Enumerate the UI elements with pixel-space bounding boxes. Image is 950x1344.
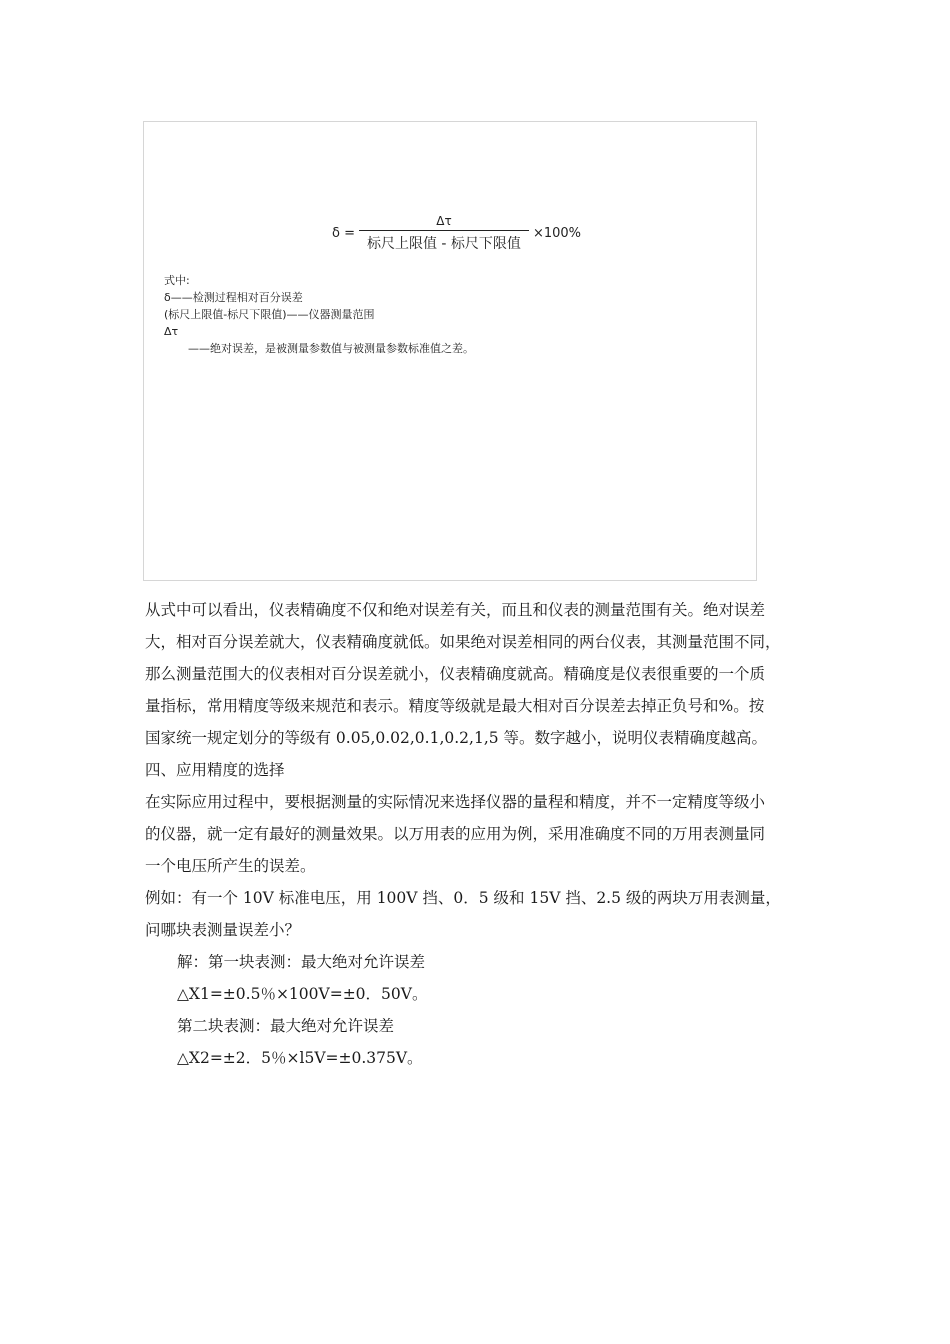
paragraph-line: 例如：有一个 10V 标准电压，用 100V 挡、0．5 级和 15V 挡、2.5 级的两块万用表测量，	[145, 889, 781, 907]
formula-denominator: 标尺上限值 - 标尺下限值	[359, 230, 529, 253]
paragraph-line: 从式中可以看出，仪表精确度不仅和绝对误差有关，而且和仪表的测量范围有关。绝对误差	[145, 601, 766, 619]
formula-numerator: Δτ	[436, 214, 452, 228]
formula-lhs: δ =	[332, 226, 355, 241]
paragraph-line: 量指标，常用精度等级来规范和表示。精度等级就是最大相对百分误差去掉正负号和%。按	[145, 697, 765, 715]
solution-line: △X2=±2．5％×l5V=±0.375V。	[177, 1049, 423, 1067]
paragraph-line: 大，相对百分误差就大，仪表精确度就低。如果绝对误差相同的两台仪表，其测量范围不同，	[145, 633, 781, 651]
paragraph-line: 那么测量范围大的仪表相对百分误差就小，仪表精确度就高。精确度是仪表很重要的一个质	[145, 665, 766, 683]
formula-legend	[164, 272, 474, 357]
paragraph-line: 一个电压所产生的误差。	[145, 857, 316, 875]
paragraph-line: 国家统一规定划分的等级有 0.05,0.02,0.1,0.2,1,5 等。数字越小，说明仪表精确度越高。	[145, 729, 768, 747]
legend-line: δ——检测过程相对百分误差	[164, 291, 303, 304]
legend-line: ——绝对误差，是被测量参数值与被测量参数标准值之差。	[188, 342, 474, 355]
formula-figure	[143, 121, 757, 581]
formula-multiplier: ×100%	[532, 226, 581, 241]
section-heading: 四、应用精度的选择	[145, 761, 285, 779]
paragraph-line: 问哪块表测量误差小？	[145, 921, 301, 939]
formula-fraction	[359, 214, 529, 253]
solution-line: 解：第一块表测：最大绝对允许误差	[177, 953, 426, 971]
paragraph-line: 的仪器，就一定有最好的测量效果。以万用表的应用为例，采用准确度不同的万用表测量同	[145, 825, 766, 843]
solution-line: 第二块表测：最大绝对允许误差	[177, 1017, 395, 1035]
legend-title: 式中:	[164, 274, 190, 287]
legend-line: (标尺上限值-标尺下限值)——仪器测量范围	[164, 308, 375, 321]
relative-error-formula	[332, 214, 581, 253]
legend-line: Δτ	[164, 325, 179, 338]
paragraph-line: 在实际应用过程中，要根据测量的实际情况来选择仪器的量程和精度，并不一定精度等级小	[145, 793, 766, 811]
body-text	[145, 594, 813, 1074]
solution-line: △X1=±0.5％×100V=±0．50V。	[177, 985, 428, 1003]
